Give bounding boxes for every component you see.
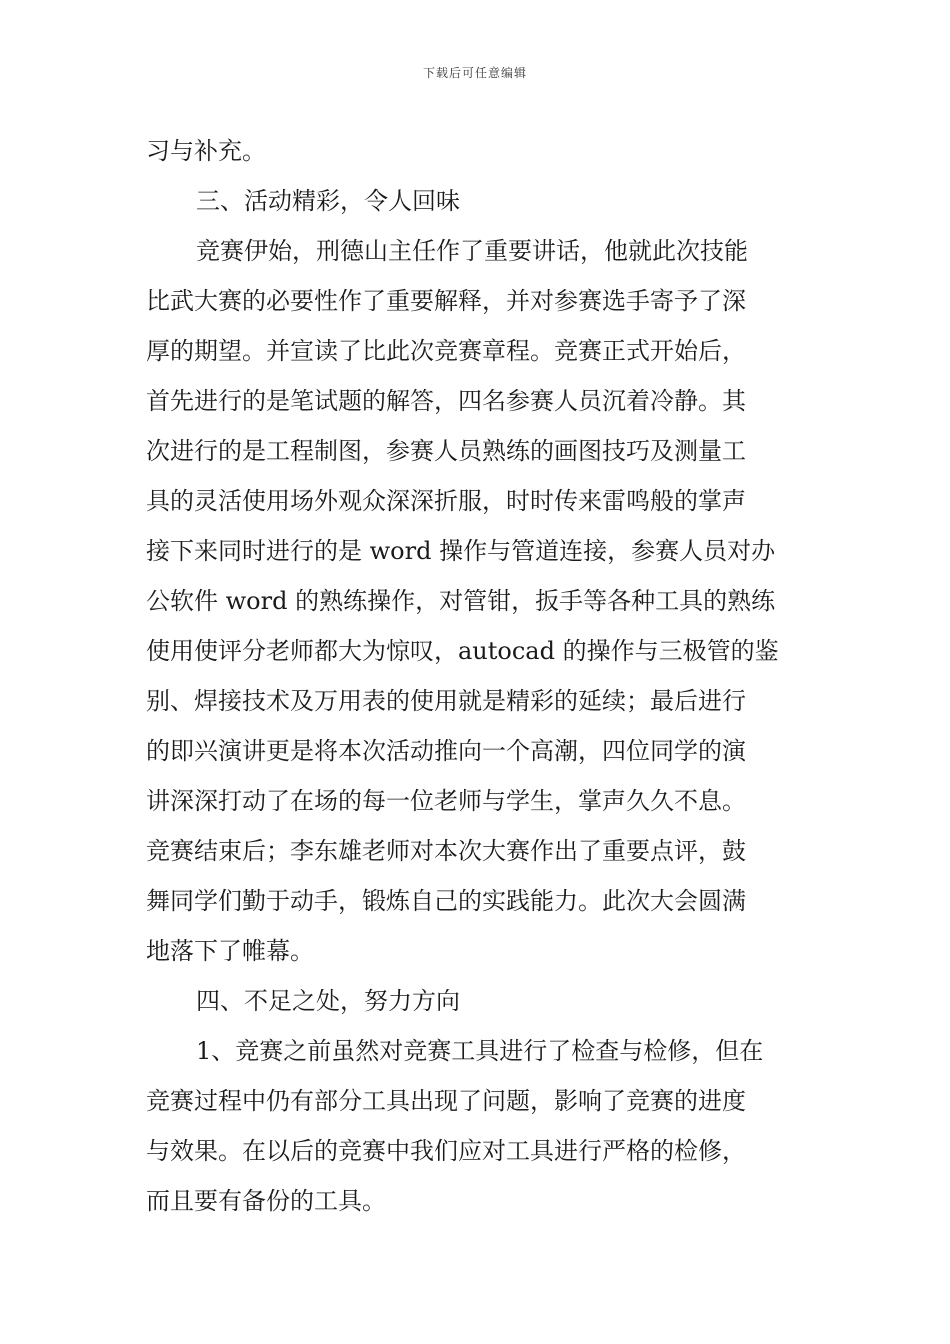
text-line: 地落下了帷幕。: [146, 937, 314, 965]
text-line: 接下来同时进行的是 word 操作与管道连接，参赛人员对办: [146, 537, 776, 565]
text-line: 竞赛结束后；李东雄老师对本次大赛作出了重要点评，鼓: [146, 837, 746, 865]
text-line: 使用使评分老师都大为惊叹，autocad 的操作与三极管的鉴: [146, 637, 779, 665]
text-line: 次进行的是工程制图，参赛人员熟练的画图技巧及测量工: [146, 437, 746, 465]
page-header: 下载后可任意编辑: [422, 66, 527, 80]
text-line: 别、焊接技术及万用表的使用就是精彩的延续；最后进行: [146, 687, 746, 715]
text-line: 厚的期望。并宣读了比此次竞赛章程。竞赛正式开始后，: [146, 337, 746, 365]
section-heading: 三、活动精彩，令人回味: [196, 187, 460, 215]
text-line: 的即兴演讲更是将本次活动推向一个高潮，四位同学的演: [146, 737, 746, 765]
text-line: 首先进行的是笔试题的解答，四名参赛人员沉着冷静。其: [146, 387, 746, 415]
text-line: 讲深深打动了在场的每一位老师与学生，掌声久久不息。: [146, 787, 746, 815]
text-line: 竞赛过程中仍有部分工具出现了问题，影响了竞赛的进度: [146, 1087, 746, 1115]
text-line: 习与补充。: [146, 137, 266, 165]
text-line: 与效果。在以后的竞赛中我们应对工具进行严格的检修，: [146, 1137, 746, 1165]
document-body: [146, 126, 808, 1226]
text-line: 竞赛伊始，刑德山主任作了重要讲话，他就此次技能: [196, 237, 748, 265]
text-line: 而且要有备份的工具。: [146, 1187, 386, 1215]
text-line: 1、竞赛之前虽然对竞赛工具进行了检查与检修，但在: [196, 1037, 764, 1065]
text-line: 比武大赛的必要性作了重要解释，并对参赛选手寄予了深: [146, 287, 746, 315]
text-line: 具的灵活使用场外观众深深折服，时时传来雷鸣般的掌声: [146, 487, 746, 515]
text-line: 公软件 word 的熟练操作，对管钳，扳手等各种工具的熟练: [146, 587, 776, 615]
text-line: 舞同学们勤于动手，锻炼自己的实践能力。此次大会圆满: [146, 887, 746, 915]
section-heading: 四、不足之处，努力方向: [196, 987, 460, 1015]
